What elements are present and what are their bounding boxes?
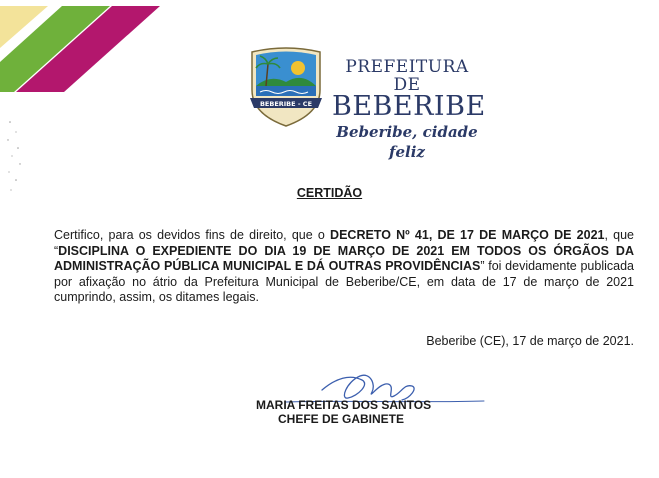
decree-reference: DECRETO Nº 41, DE 17 DE MARÇO DE 2021 (330, 228, 605, 242)
municipal-crest-icon (246, 46, 326, 128)
place-date: Beberibe (CE), 17 de março de 2021. (426, 334, 634, 348)
brand-line1: PREFEITURA DE (345, 57, 469, 95)
brand-line2: BEBERIBE (332, 91, 486, 122)
brand-block (332, 57, 486, 162)
paragraph-intro: Certifico, para os devidos fins de direito, que o (54, 228, 331, 242)
certificate-paragraph (54, 228, 634, 306)
paragraph-connector: , que “ (54, 228, 634, 258)
decorative-stripes (0, 0, 170, 100)
signatory-role: CHEFE DE GABINETE (278, 412, 405, 426)
signatory-name: MARIA FREITAS DOS SANTOS (256, 398, 432, 412)
decree-subject: DISCIPLINA O EXPEDIENTE DO DIA 19 DE MARÇO DE 2021 EM TODOS OS ÓRGÃOS DA ADMINISTRAÇÃO PÚBLICA MUNICIPAL E DÁ OUTRAS PROVIDÊNCIAS (54, 243, 634, 273)
paragraph-conclusion: ” foi devidamente publicada por afixação no átrio da Prefeitura Municipal de Beberibe/CE, em data de 17 de março de 2021 cumprindo, assim, os ditames legais. (54, 259, 634, 304)
document-title: CERTIDÃO (296, 186, 363, 200)
brand-slogan: Beberibe, cidade feliz (336, 123, 478, 161)
svg-text:BEBERIBE - CE: BEBERIBE - CE (259, 100, 313, 108)
